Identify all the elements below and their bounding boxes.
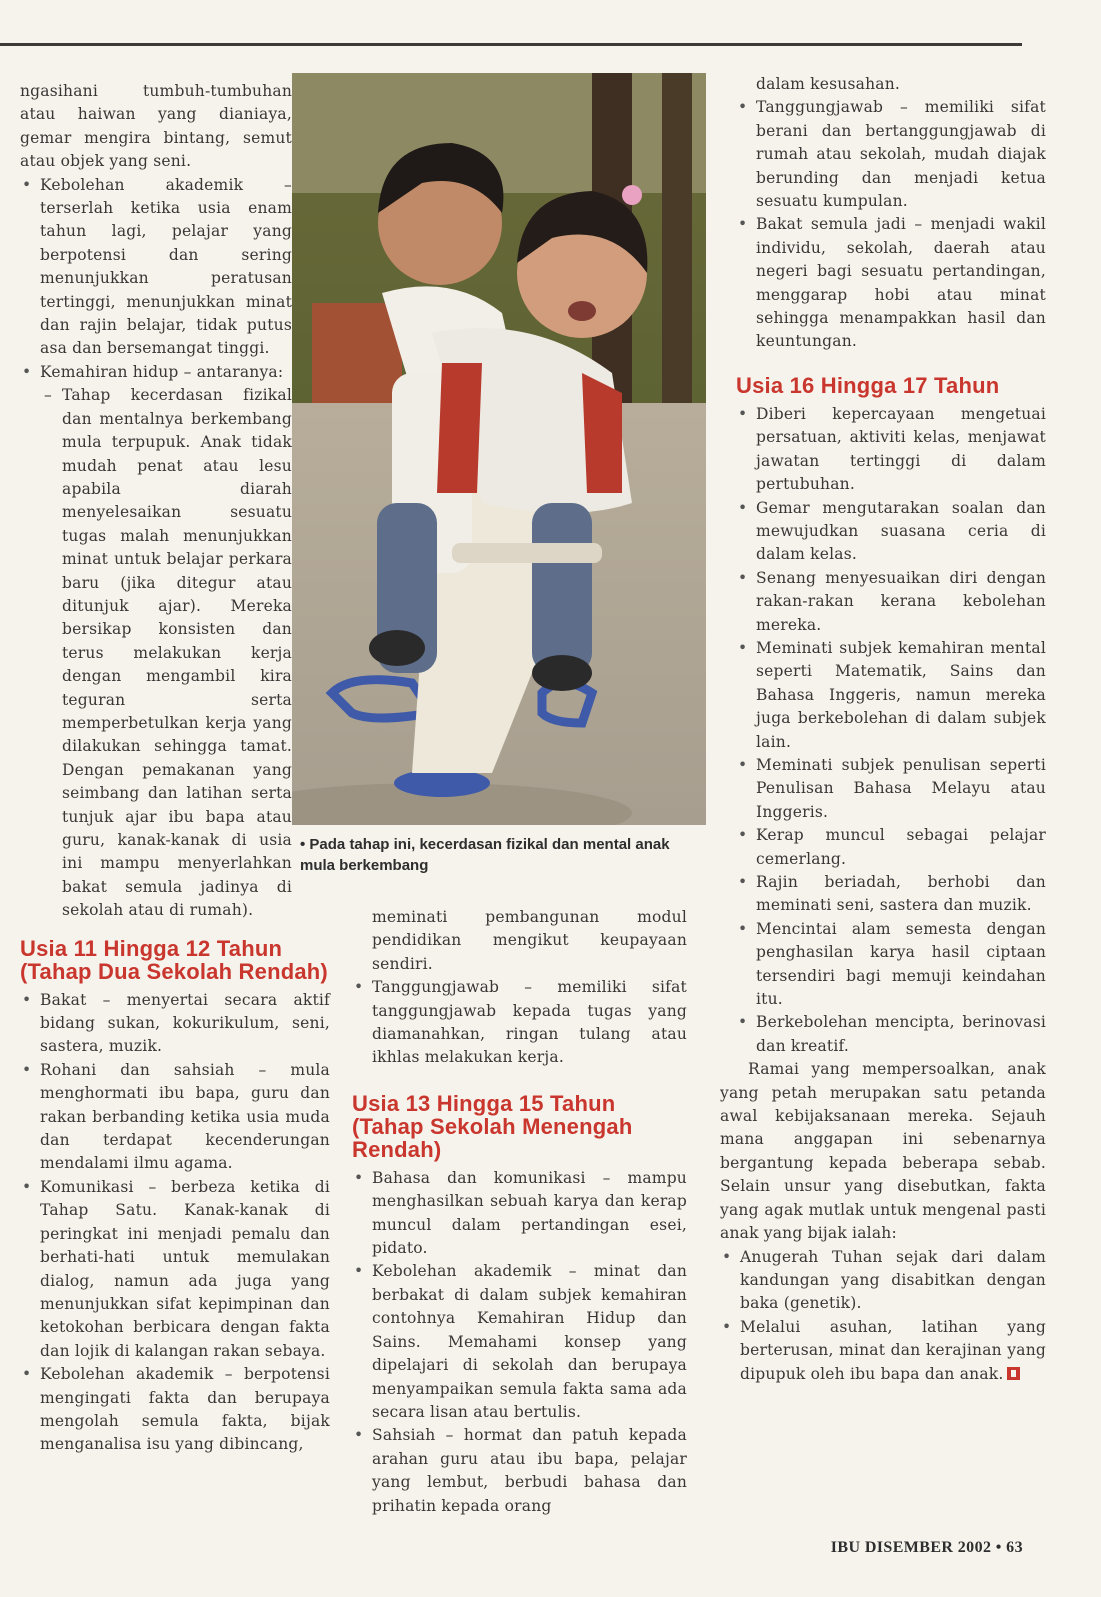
col3-bullets-16-17 [720,403,1046,1058]
list-item: • Bakat semula jadi – menjadi wakil individu, sekolah, daerah atau negeri bagi sesuatu pertandingan, menggarap hobi atau minat sehingga menampakkan hasil dan keuntungan. [736,213,1046,353]
list-item [20,361,292,923]
col1-intro: ngasihani tumbuh-tumbuhan atau haiwan yang dianiaya, gemar mengira bintang, semut atau objek yang seni. [20,82,292,171]
end-mark-icon [1007,1367,1020,1380]
list-item [720,1316,1046,1386]
col3-continuation: dalam kesusahan. [756,75,901,93]
list-item: • Bahasa dan komunikasi – mampu menghasilkan sebuah karya dan kerap muncul dalam pertandingan esei, pidato. [352,1167,687,1261]
list-item: • Tanggungjawab – memiliki sifat tanggungjawab kepada tugas yang diamanahkan, ringan tulang atau ikhlas melakukan kerja. [352,976,687,1070]
list-item: • Kebolehan akademik – minat dan berbakat di dalam subjek kemahiran contohnya Kemahiran Hidup dan Sains. Memahami konsep yang dipelajari di sekolah dan berupaya menyampaikan semula fakta sama ada secara lisan atau bertulis. [352,1260,687,1424]
list-item: • Diberi kepercayaan mengetuai persatuan, aktiviti kelas, menjawat jawatan tertinggi di dalam pertubuhan. [736,403,1046,497]
col2-bullets-top [352,976,687,1070]
list-item: • Tanggungjawab – memiliki sifat berani dan bertanggungjawab di rumah atau sekolah, mudah diajak berunding dan menjadi ketua sesuatu kumpulan. [736,96,1046,213]
list-item: • Meminati subjek penulisan seperti Penulisan Bahasa Melayu atau Inggeris. [736,754,1046,824]
dash-item: – Tahap kecerdasan fizikal dan mentalnya berkembang mula terpupuk. Anak tidak mudah penat atau lesu apabila diarah menyelesaikan sesuatu tugas malah menunjukkan minat untuk belajar perkara baru (jika ditegur atau ditunjuk ajar). Mereka bersikap konsisten dan terus melakukan kerja dengan mengambil kira teguran serta memperbetulkan kerja yang dilakukan sehingga tamat. Dengan pemakanan yang seimbang dan latihan serta tunjuk ajar ibu bapa atau guru, kanak-kanak di usia ini mampu menyerlahkan bakat semula jadinya di sekolah atau di rumah). [40,384,292,922]
list-item: • Rajin beriadah, berhobi dan meminati seni, sastera dan muzik. [736,871,1046,918]
col3-paragraph: Ramai yang mempersoalkan, anak yang petah merupakan satu petanda awal kebijaksanaan mereka. Sejauh mana anggapan ini sebenarnya bergantung kepada beberapa sebab. Selain unsur yang disebutkan, fakta yang agak mutlak untuk mengenal pasti anak yang bijak ialah: [720,1060,1046,1243]
list-item: • Sahsiah – hormat dan patuh kepada arahan guru atau ibu bapa, pelajar yang lembut, berbudi bahasa dan prihatin kepada orang [352,1424,687,1518]
col2-bullets-13-15 [352,1167,687,1518]
list-item: • Komunikasi – berbeza ketika di Tahap Satu. Kanak-kanak di peringkat ini menjadi pemalu dan berhati-hati untuk memulakan dialog, namun ada juga yang menunjukkan sifat kepimpinan dan ketokohan berbicara dengan fakta dan lojik di kalangan rakan sebaya. [20,1176,330,1363]
list-item: • Anugerah Tuhan sejak dari dalam kandungan yang disabitkan dengan baka (genetik). [720,1246,1046,1316]
list-item: • Bakat – menyertai secara aktif bidang sukan, kokurikulum, seni, sastera, muzik. [20,989,330,1059]
list-item: • Gemar mengutarakan soalan dan mewujudkan suasana ceria di dalam kelas. [736,497,1046,567]
list-item: • Senang menyesuaikan diri dengan rakan-rakan kerana kebolehan mereka. [736,567,1046,637]
photo-caption: • Pada tahap ini, kecerdasan fizikal dan mental anak mula berkembang [300,836,670,874]
col1-bullets-11-12 [20,989,330,1457]
list-item: • Mencintai alam semesta dengan penghasilan karya hasil ciptaan tersendiri bagi memuji keindahan itu. [736,918,1046,1012]
col1-bullets [20,174,292,923]
list-item: • Berkebolehan mencipta, berinovasi dan kreatif. [736,1011,1046,1058]
col3-bullets-end [720,1246,1046,1386]
list-item-text: Melalui asuhan, latihan yang berterusan, minat dan kerajinan yang dipupuk oleh ibu bapa dan anak. [740,1317,1046,1383]
photo-illustration [292,73,706,825]
list-item: • Meminati subjek kemahiran mental seperti Matematik, Sains dan Bahasa Inggeris, namun mereka juga berkebolehan di dalam subjek lain. [736,637,1046,754]
page-footer: IBU DISEMBER 2002 • 63 [830,1539,1023,1556]
column-2 [352,906,687,1518]
list-item: • Rohani dan sahsiah – mula menghormati ibu bapa, guru dan rakan berbanding ketika usia muda dan terdapat kecenderungan mendalami ilmu agama. [20,1059,330,1176]
heading-usia-11-12: Usia 11 Hingga 12 Tahun (Tahap Dua Sekolah Rendah) [20,935,328,984]
col2-continuation: meminati pembangunan modul pendidikan mengikut keupayaan sendiri. [372,908,687,973]
list-item: • Kerap muncul sebagai pelajar cemerlang. [736,824,1046,871]
col1-dash-list [40,384,292,922]
list-item-text: Kemahiran hidup – antaranya: [40,362,284,381]
heading-usia-13-15: Usia 13 Hingga 15 Tahun (Tahap Sekolah Menengah Rendah) [352,1090,633,1162]
photo-children-on-spring-rider [292,73,706,825]
column-1-upper [20,80,292,923]
col3-bullets-top [720,96,1046,353]
top-rule [0,43,1022,46]
column-1 [20,80,330,1457]
list-item: • Kebolehan akademik – berpotensi mengingati fakta dan berupaya mengolah semula fakta, bijak menganalisa isu yang dibincang, [20,1363,330,1457]
column-3 [720,73,1046,1386]
heading-usia-16-17: Usia 16 Hingga 17 Tahun [736,372,1000,398]
list-item: • Kebolehan akademik – terserlah ketika usia enam tahun lagi, pelajar yang berpotensi dan sering menunjukkan peratusan tertinggi, menunjukkan minat dan rajin belajar, tidak putus asa dan bersemangat tinggi. [20,174,292,361]
